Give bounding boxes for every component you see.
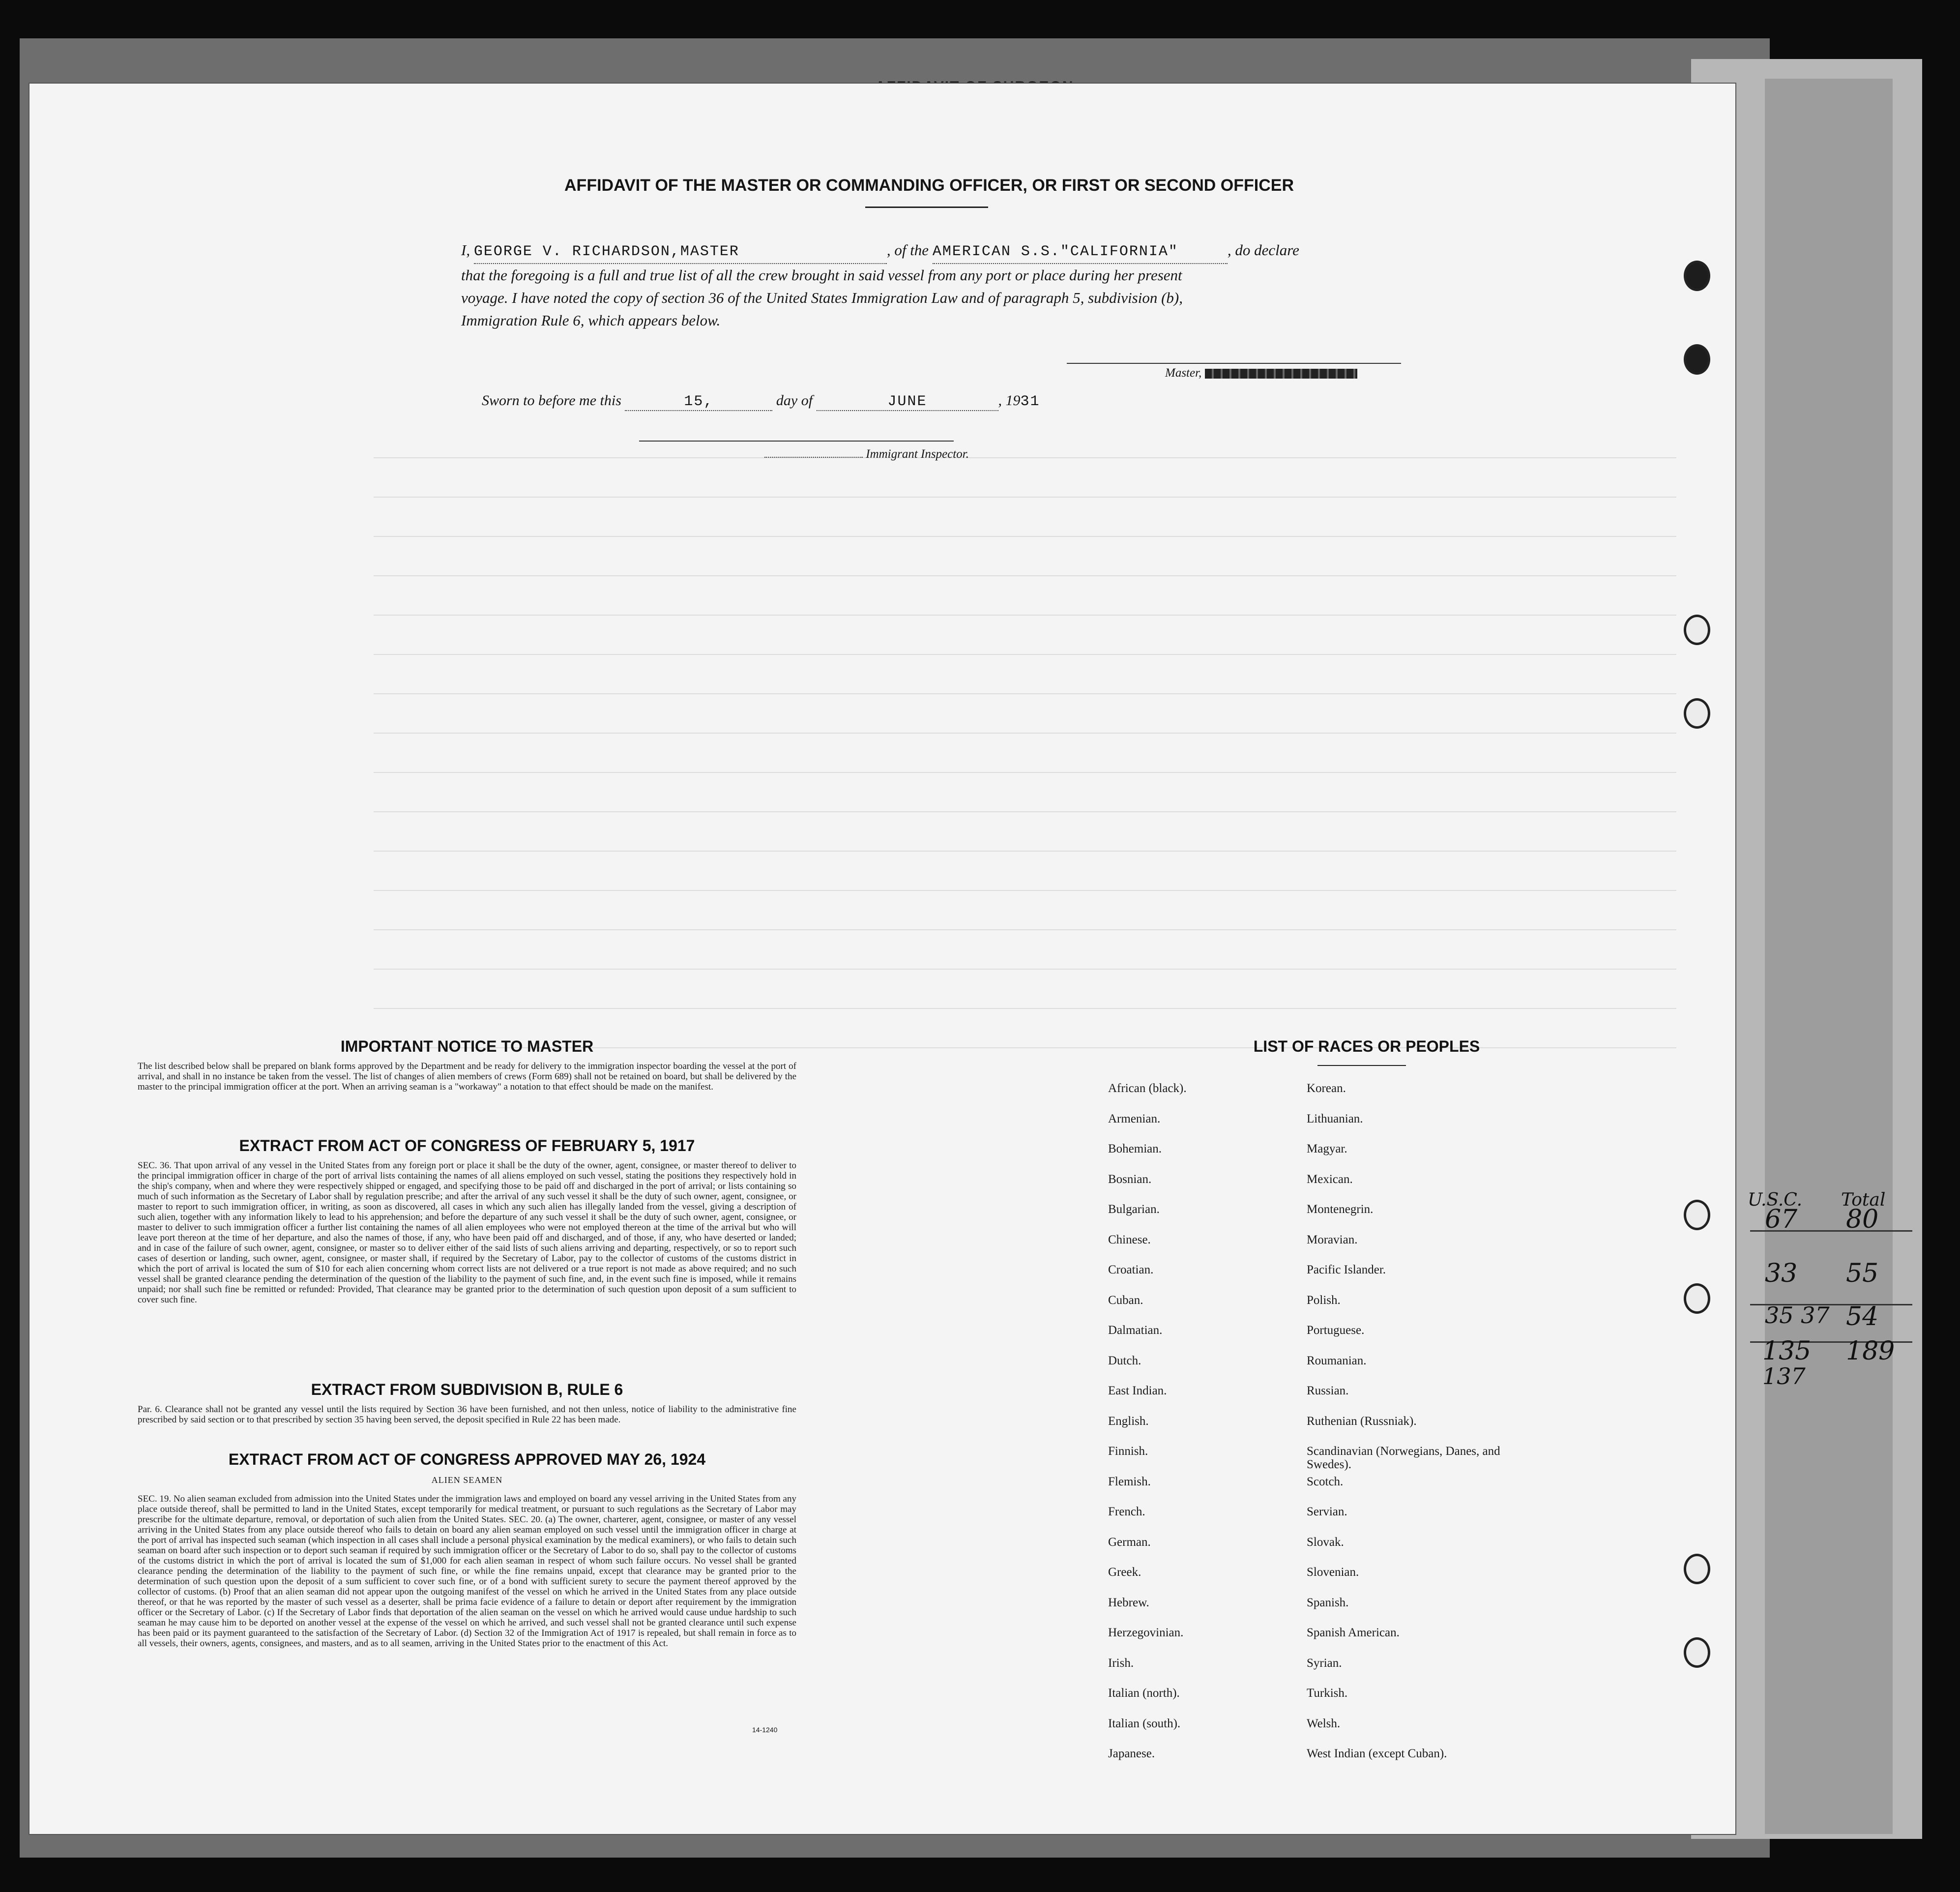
bleed-through-rule — [374, 497, 1676, 498]
race-item: French. — [1108, 1505, 1145, 1518]
extract-1924-text: SEC. 19. No alien seaman excluded from admission into the United States under the immigration laws and employed on board any vessel arriving in the United States from any place outside thereof, shall be permitted to land in the United States, except temporarily for medical treatment, or pursuant to such regulations as the Secretary of Labor may prescribe for the ultimate departure, removal, or deportation of such alien from the United States. SEC. 20. (a) The owner, charterer, agent, consignee, or master of any vessel arriving in the United States from any place outside thereof who fails to detain on board any alien seaman employed on such vessel until the immigration officer in charge at the port of arrival has inspected such seaman (which inspection in all cases shall include a personal physical examination by the medical examiners), or who fails to detain such seaman on board after such inspection or to deport such seaman if required by such immigration officer or the Secretary of Labor to do so, shall pay to the collector of customs of the customs district in which the port of arrival is located the sum of $1,000 for each alien seaman in respect of whom such failure occurs. No vessel shall be granted clearance pending the determination of the liability to the payment of such fine, or while the fine remains unpaid, except that clearance may be granted prior to the determination of such question upon the deposit of a sum sufficient to cover such fine, or of a bond with sufficient surety to secure the payment thereof approved by the collector of customs. (b) Proof that an alien seaman did not appear upon the outgoing manifest of the vessel on which he arrived in the United States from any place outside thereof, or that he was reported by the master of such vessel as a deserter, shall be prima facie evidence of a failure to detain or deport after requirement by the immigration officer or the Secretary of Labor. (c) If the Secretary of Labor finds that deportation of the alien seaman on the vessel on which he arrived would cause undue hardship to such seaman he may cause him to be deported on another vessel at the expense of the vessel on which he arrived, and such vessel shall not be granted clearance until such expense has been paid or its payment guaranteed to the satisfaction of the Secretary of Labor. (d) Section 32 of the Immigration Act of 1917 is repealed, but shall remain in force as to all vessels, their owners, agents, consignees, and masters, and as to all seamen, arriving in the United States prior to the enactment of this Act. — [138, 1494, 796, 1649]
race-item: Welsh. — [1307, 1716, 1341, 1730]
bleed-through-rule — [374, 693, 1676, 694]
races-right-column — [1307, 1082, 1513, 1777]
race-item: Bosnian. — [1108, 1172, 1152, 1186]
race-item: East Indian. — [1108, 1384, 1167, 1397]
race-item: Italian (north). — [1108, 1686, 1180, 1700]
inspector-label: Immigrant Inspector. — [866, 447, 969, 461]
race-item: Italian (south). — [1108, 1716, 1181, 1730]
race-item: Armenian. — [1108, 1112, 1161, 1125]
race-item: Flemish. — [1108, 1475, 1151, 1488]
tally-total-value: 54 — [1846, 1302, 1879, 1331]
race-item: Servian. — [1307, 1505, 1347, 1518]
race-item: Irish. — [1108, 1656, 1134, 1670]
extract-1917-title: EXTRACT FROM ACT OF CONGRESS OF FEBRUARY 5, 1917 — [239, 1137, 695, 1154]
race-item: Dutch. — [1108, 1354, 1141, 1367]
tally-usc-value: 67 — [1765, 1205, 1798, 1234]
sworn-day: 15, — [625, 393, 772, 411]
signature-line — [1067, 363, 1401, 364]
race-item: Slovak. — [1307, 1535, 1344, 1549]
declaration-line-4: Immigration Rule 6, which appears below. — [461, 312, 721, 329]
race-item: Finnish. — [1108, 1445, 1148, 1458]
tally-total-value: 55 — [1846, 1259, 1879, 1288]
race-item: Spanish. — [1307, 1596, 1349, 1609]
declaration-of-the: , of the — [886, 241, 929, 259]
vessel-name: AMERICAN S.S."CALIFORNIA" — [933, 240, 1228, 264]
race-item: Mexican. — [1307, 1172, 1353, 1186]
race-item: Japanese. — [1108, 1747, 1155, 1760]
race-item: Cuban. — [1108, 1293, 1143, 1307]
punch-hole — [1684, 344, 1710, 375]
struck-out-text — [1205, 369, 1357, 379]
extract-1924-title: EXTRACT FROM ACT OF CONGRESS APPROVED MAY 26, 1924 — [228, 1450, 706, 1468]
sworn-line — [482, 392, 1040, 411]
document-page — [29, 84, 1735, 1834]
race-item: German. — [1108, 1535, 1151, 1549]
tally-usc-value: 35 37 — [1765, 1302, 1830, 1329]
bleed-through-rule — [374, 851, 1676, 852]
bleed-through-rule — [374, 811, 1676, 812]
extract-1924-subtitle: ALIEN SEAMEN — [431, 1475, 503, 1485]
race-item: Slovenian. — [1307, 1566, 1359, 1579]
race-item: Montenegrin. — [1307, 1203, 1374, 1216]
affidavit-title: AFFIDAVIT OF THE MASTER OR COMMANDING OFFICER, OR FIRST OR SECOND OFFICER — [564, 176, 1294, 195]
race-item: Scotch. — [1307, 1475, 1344, 1488]
bleed-through-rule — [374, 536, 1676, 537]
race-item: Moravian. — [1307, 1233, 1358, 1246]
race-item: Syrian. — [1307, 1656, 1342, 1670]
punch-hole — [1684, 698, 1710, 729]
race-item: Russian. — [1307, 1384, 1349, 1397]
tally-header-usc: U.S.C. — [1748, 1190, 1803, 1210]
race-item: Magyar. — [1307, 1142, 1347, 1155]
race-item: Greek. — [1108, 1566, 1141, 1579]
bleed-through-rule — [374, 929, 1676, 930]
tally-usc-value: 33 — [1765, 1259, 1798, 1288]
race-item: Portuguese. — [1307, 1324, 1365, 1337]
inspector-block — [764, 447, 969, 461]
tally-header-total: Total — [1841, 1190, 1886, 1210]
punch-hole — [1684, 1200, 1710, 1230]
race-item: Bulgarian. — [1108, 1203, 1160, 1216]
race-item: English. — [1108, 1414, 1149, 1428]
tally-total-value: 189 — [1846, 1336, 1895, 1366]
declaration-line-1 — [461, 239, 1572, 264]
punch-hole — [1684, 1637, 1710, 1668]
underlying-page-edge — [1765, 79, 1893, 1834]
declaration-line-3: voyage. I have noted the copy of section 36 of the United States Immigration Law and of paragraph 5, subdivision (b), — [461, 289, 1183, 306]
bleed-through-rule — [374, 772, 1676, 773]
punch-hole — [1684, 1283, 1710, 1314]
punch-hole — [1684, 1554, 1710, 1584]
sworn-month: JUNE — [817, 393, 998, 411]
notice-text: The list described below shall be prepared on blank forms approved by the Department and be ready for delivery to the immigration inspector boarding the vessel at the port of arrival, and shall in no instance be taken from the vessel. The list of changes of alien members of crews (Form 689) shall not be retained on board, but shall be delivered by the master to the principal immigration officer at the port. When an arriving seaman is a "workaway" a notation to that effect should be made on the manifest. — [138, 1061, 796, 1092]
signature-label: Master, — [1165, 366, 1202, 380]
race-item: Croatian. — [1108, 1263, 1154, 1276]
inspector-fill — [764, 457, 863, 458]
bleed-through-rule — [374, 733, 1676, 734]
races-title: LIST OF RACES OR PEOPLES — [1253, 1037, 1480, 1055]
punch-hole — [1684, 261, 1710, 291]
race-item: Pacific Islander. — [1307, 1263, 1386, 1276]
sworn-year: 31 — [1020, 393, 1040, 410]
signature-block — [1165, 366, 1357, 380]
declaration-do-declare: , do declare — [1227, 241, 1299, 259]
bleed-through-rule — [374, 575, 1676, 576]
affidavit-declaration — [461, 239, 1572, 332]
rule6-title: EXTRACT FROM SUBDIVISION B, RULE 6 — [311, 1381, 623, 1398]
bleed-through-rule — [374, 969, 1676, 970]
race-item: Dalmatian. — [1108, 1324, 1163, 1337]
race-item: Hebrew. — [1108, 1596, 1149, 1609]
form-number: 14-1240 — [752, 1726, 778, 1734]
race-item: Ruthenian (Russniak). — [1307, 1414, 1417, 1428]
tally-usc-value: 137 — [1762, 1363, 1806, 1389]
bleed-through-rule — [374, 890, 1676, 891]
tally-usc-value: 135 — [1762, 1336, 1812, 1366]
bleed-through-rule — [374, 654, 1676, 655]
day-of-label: day of — [776, 392, 813, 409]
declaration-line-2: that the foregoing is a full and true list of all the crew brought in said vessel from any port or place during her present — [461, 266, 1182, 284]
notice-title: IMPORTANT NOTICE TO MASTER — [340, 1037, 594, 1055]
races-title-rule — [1317, 1065, 1406, 1066]
title-rule — [865, 207, 988, 208]
race-item: Korean. — [1307, 1082, 1346, 1095]
races-left-column — [1108, 1082, 1295, 1777]
race-item: Herzegovinian. — [1108, 1626, 1184, 1639]
declaration-i: I, — [461, 241, 470, 259]
inspector-line — [639, 441, 954, 442]
bleed-through-rule — [374, 1008, 1676, 1009]
bleed-through-rule — [374, 615, 1676, 616]
race-item: Bohemian. — [1108, 1142, 1162, 1155]
year-prefix: , 19 — [998, 392, 1021, 409]
race-item: Chinese. — [1108, 1233, 1151, 1246]
rule6-text: Par. 6. Clearance shall not be granted any vessel until the lists required by Section 36 have been furnished, and not then unless, notice of liability to the administrative fine prescribed by said section or to that prescribed by section 35 having been served, the deposit specified in Rule 22 has been made. — [138, 1404, 796, 1425]
race-item: Scandinavian (Norwegians, Danes, and Swedes). — [1307, 1445, 1500, 1471]
race-item: Lithuanian. — [1307, 1112, 1363, 1125]
race-item: Polish. — [1307, 1293, 1341, 1307]
race-item: African (black). — [1108, 1082, 1187, 1095]
tally-total-value: 80 — [1846, 1205, 1879, 1234]
extract-1917-text: SEC. 36. That upon arrival of any vessel in the United States from any foreign port or place it shall be the duty of the owner, agent, consignee, or master thereof to deliver to the principal immigration officer in charge of the port of arrival lists containing the names of all aliens employed on such vessel, stating the positions they respectively hold in the ship's company, when and where they were respectively shipped or engaged, and specifying those to be paid off and discharged in the port of arrival; or lists containing so much of such information as the Secretary of Labor shall by regulation prescribe; and after the arrival of any such vessel it shall be the duty of such owner, agent, consignee, or master to report to such immigration officer, in writing, as soon as discovered, all cases in which any such alien has illegally landed from the vessel, giving a description of such alien, together with any information likely to lead to his apprehension; and before the departure of any such vessel it shall be the duty of such owner, agent, consignee, or master to deliver to such immigration officer a further list containing the names of all alien employees who were not employed thereon at the time of the arrival but who will leave port thereon at the time of her departure, and also the names of those, if any, who have been paid off and discharged, and of those, if any, who have deserted or landed; and in case of the failure of such owner, agent, consignee, or master so to deliver either of the said lists of such aliens arriving and departing, respectively, or so to report such cases of desertion or landing, such owner, agent, consignee, or master shall, if required by the Secretary of Labor, pay to the collector of customs of the customs district in which the port of arrival is located the sum of $10 for each alien concerning whom correct lists are not delivered or a true report is not made as above required; and no such vessel shall be granted clearance pending the determination of the question of the liability to the payment of such fine, and, in the event such fine is imposed, while it remains unpaid; nor shall such fine be remitted or refunded: Provided, That clearance may be granted prior to the determination of such question upon deposit of a sum sufficient to cover such fine. — [138, 1160, 796, 1305]
bleed-through-rule — [374, 457, 1676, 458]
punch-hole — [1684, 615, 1710, 645]
master-name: GEORGE V. RICHARDSON,MASTER — [474, 240, 887, 264]
sworn-label: Sworn to before me this — [482, 392, 621, 409]
race-item: Spanish American. — [1307, 1626, 1400, 1639]
race-item: West Indian (except Cuban). — [1307, 1747, 1447, 1760]
race-item: Roumanian. — [1307, 1354, 1367, 1367]
race-item: Turkish. — [1307, 1686, 1348, 1700]
